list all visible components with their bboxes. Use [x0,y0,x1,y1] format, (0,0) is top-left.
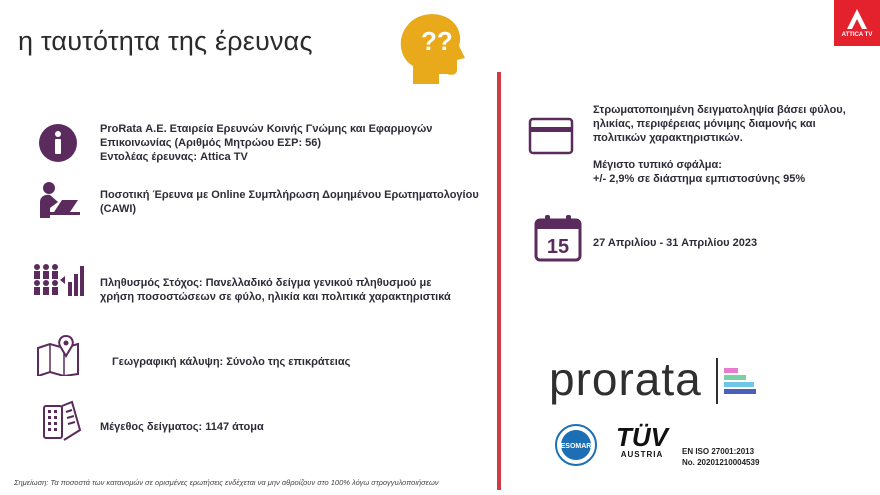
method-line-2: (CAWI) [100,203,137,215]
coverage-text [112,355,482,369]
info-icon [38,123,78,163]
tuv-label: TÜV [616,422,668,452]
vertical-divider [497,72,501,490]
attica-a-icon [846,8,868,30]
sampling-line-1: Στρωματοποιημένη δειγματοληψία βάσει φύλου, [593,104,846,116]
svg-text:??: ?? [421,26,453,56]
error-line-2: +/- 2,9% σε διάστημα εμπιστοσύνης 95% [593,173,806,185]
map-pin-icon [36,334,82,376]
method-line-1: Ποσοτική Έρευνα με Online Συμπλήρωση Δομημένου Ερωτηματολογίου [100,189,479,201]
calendar-icon [534,214,582,262]
iso-line-1: EN ISO 27001:2013 [682,447,755,456]
attica-tv-logo [834,0,880,46]
esomar-badge [555,424,597,466]
population-chart-icon [32,262,84,298]
error-line-1: Μέγιστο τυπικό σφάλμα: [593,159,722,171]
info-line-3: Εντολέας έρευνας: Attica TV [100,151,248,163]
iso-line-2: No. 20201210004539 [682,458,760,467]
sampling-text [593,103,873,145]
info-line-2: Επικοινωνίας (Αριθμός Μητρώου ΕΣΡ: 56) [100,137,322,149]
page-title: η ταυτότητα της έρευνας [18,26,313,56]
footnote: Σημείωση: Τα ποσοστά των κατανομών σε ορισμένες ερωτήσεις ενδέχεται να μην αθροίζουν στο 100% λόγω στρογγυλοποιήσεων [14,478,439,487]
dates-text: 27 Απριλίου - 31 Απριλίου 2023 [593,237,758,249]
coverage-line-1: Γεωγραφική κάλυψη: Σύνολο της επικράτειας [112,356,351,368]
sampling-line-2: ηλικίας, περιφέρειας μόνιμης διαμονής και [593,118,816,130]
prorata-logo-bars [716,358,758,406]
info-text [100,122,490,164]
population-line-2: χρήση ποσοστώσεων σε φύλο, ηλικία και πολιτικά χαρακτηριστικά [100,291,451,303]
sampling-line-3: πολιτικών χαρακτηριστικών. [593,132,743,144]
card-icon [528,117,574,155]
info-line-1: ProRata Α.Ε. Εταιρεία Ερευνών Κοινής Γνώμης και Εφαρμογών [100,123,433,135]
esomar-label: ESOMAR [560,443,592,450]
calendar-day: 15 [546,236,570,258]
sample-cards-icon [42,400,82,444]
tuv-logo [612,424,672,459]
thinking-head-icon [395,8,465,86]
laptop-user-icon [38,180,82,220]
method-text [100,188,490,216]
population-line-1: Πληθυσμός Στόχος: Πανελλαδικό δείγμα γενικού πληθυσμού με [100,277,432,289]
iso-text [682,446,759,468]
tuv-sub-label: AUSTRIA [620,450,664,459]
sample-size-line-1: Μέγεθος δείγματος: 1147 άτομα [100,421,264,433]
sample-size-text [100,420,480,434]
population-text [100,276,490,304]
brand-label: ATTICA TV [841,32,873,38]
prorata-logo-text: prorata [549,353,702,405]
error-text [593,158,873,186]
